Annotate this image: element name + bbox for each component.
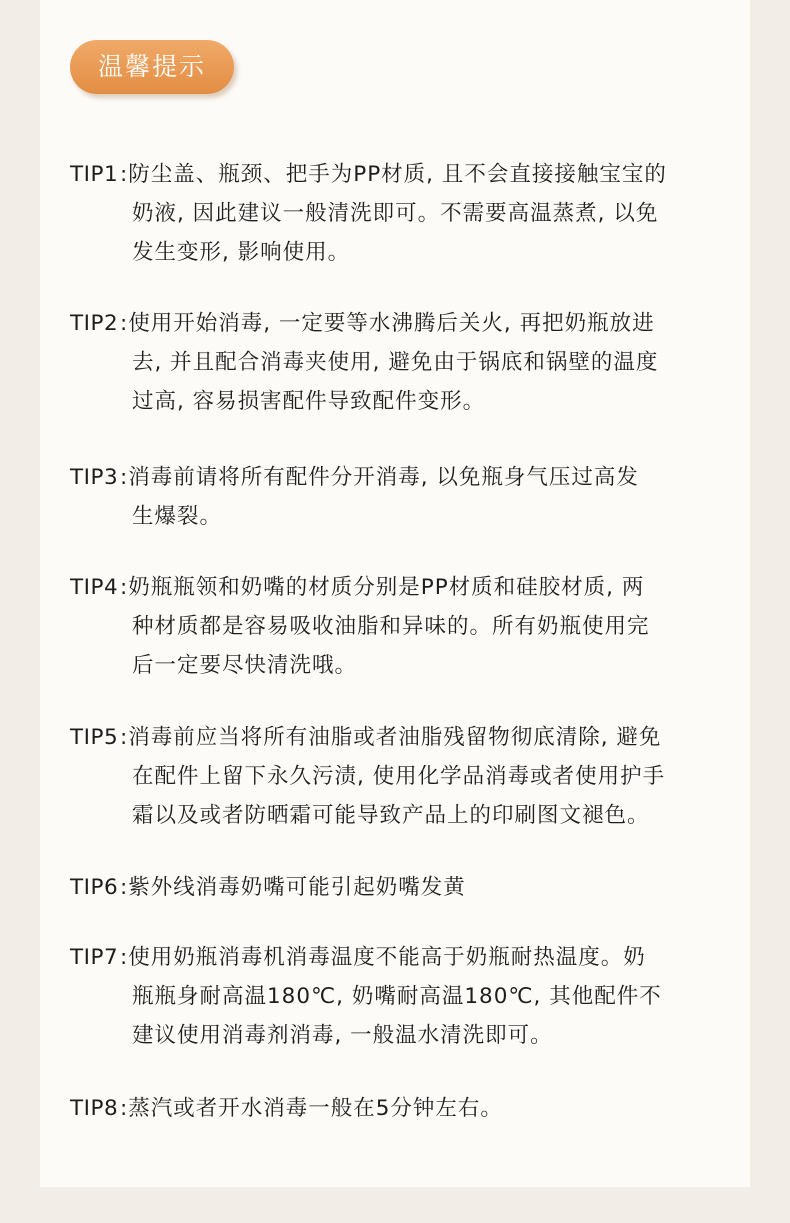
tip-item-4 bbox=[70, 568, 730, 685]
tip-item-3 bbox=[70, 458, 730, 536]
tip-text: :蒸汽或者开水消毒一般在5分钟左右。 bbox=[120, 1096, 503, 1121]
tip-text: :消毒前请将所有配件分开消毒, 以免瓶身气压过高发 生爆裂。 bbox=[120, 465, 639, 529]
tip-text: :使用开始消毒, 一定要等水沸腾后关火, 再把奶瓶放进 去, 并且配合消毒夹使用, 避免由于锅底和锅壁的温度 过高, 容易损害配件导致配件变形。 bbox=[120, 311, 659, 414]
tip-item-1 bbox=[70, 155, 730, 272]
tip-text: :消毒前应当将所有油脂或者油脂残留物彻底清除, 避免 在配件上留下永久污渍, 使用化学品消毒或者使用护手 霜以及或者防晒霜可能导致产品上的印刷图文褪色。 bbox=[120, 725, 666, 828]
tip-label: TIP7 bbox=[70, 945, 119, 970]
tip-item-6 bbox=[70, 868, 730, 907]
tip-item-2 bbox=[70, 304, 730, 421]
tip-item-8 bbox=[70, 1089, 730, 1128]
tip-text: :奶瓶瓶领和奶嘴的材质分别是PP材质和硅胶材质, 两 种材质都是容易吸收油脂和异味的。所有奶瓶使用完 后一定要尽快清洗哦。 bbox=[120, 575, 650, 678]
tip-label: TIP8 bbox=[70, 1096, 119, 1121]
warm-tips-badge: 温馨提示 bbox=[70, 40, 234, 94]
tip-label: TIP1 bbox=[70, 162, 119, 187]
tip-label: TIP6 bbox=[70, 875, 119, 900]
tip-label: TIP5 bbox=[70, 725, 119, 750]
tip-label: TIP4 bbox=[70, 575, 119, 600]
tip-label: TIP2 bbox=[70, 311, 119, 336]
tip-text: :紫外线消毒奶嘴可能引起奶嘴发黄 bbox=[120, 875, 466, 900]
tip-label: TIP3 bbox=[70, 465, 119, 490]
tip-text: :防尘盖、瓶颈、把手为PP材质, 且不会直接接触宝宝的 奶液, 因此建议一般清洗即可。不需要高温蒸煮, 以免 发生变形, 影响使用。 bbox=[120, 162, 667, 265]
tip-item-5 bbox=[70, 718, 730, 835]
tip-item-7 bbox=[70, 938, 730, 1055]
tip-text: :使用奶瓶消毒机消毒温度不能高于奶瓶耐热温度。奶 瓶瓶身耐高温180℃, 奶嘴耐高温180℃, 其他配件不 建议使用消毒剂消毒, 一般温水清洗即可。 bbox=[120, 945, 662, 1048]
